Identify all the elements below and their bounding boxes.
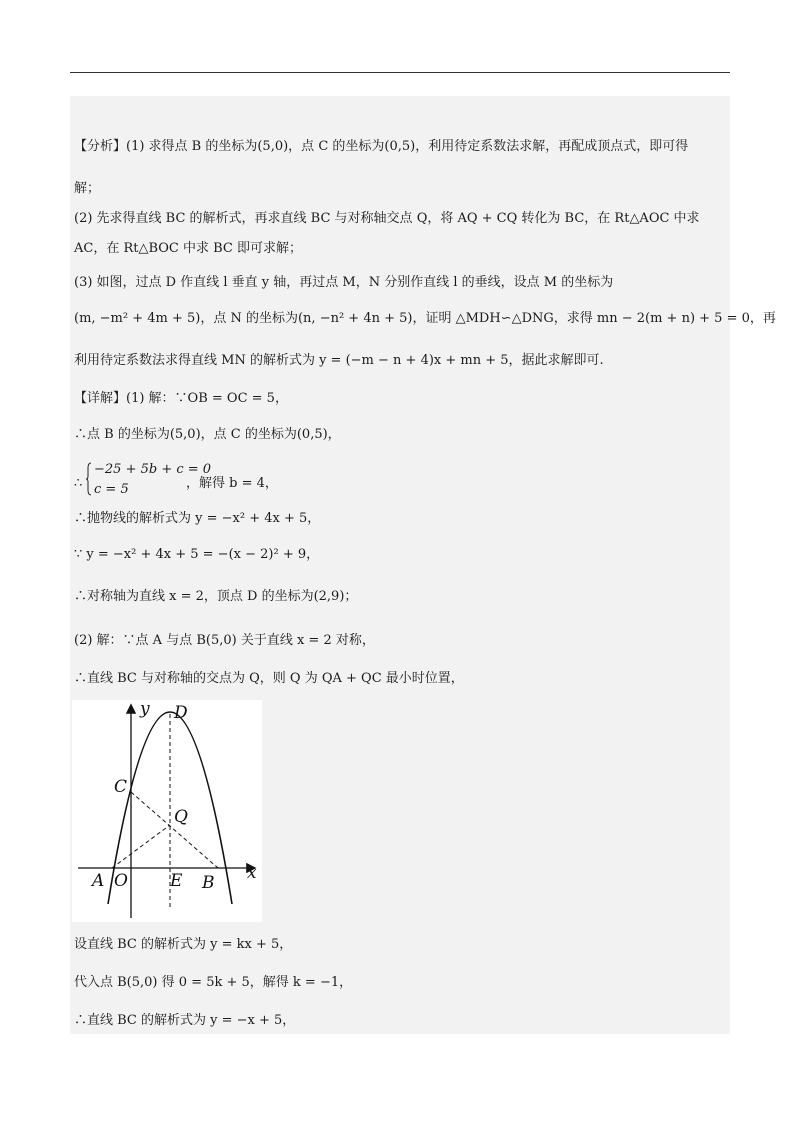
- axis-and-vertex: ∴对称轴为直线 x = 2，顶点 D 的坐标为(2,9)；: [74, 589, 358, 604]
- detail-part1-start: 【详解】(1) 解：∵OB = OC = 5，: [74, 391, 288, 406]
- detail-part2-q: ∴直线 BC 与对称轴的交点为 Q，则 Q 为 QA + QC 最小时位置，: [74, 671, 464, 686]
- line-bc-assumption: 设直线 BC 的解析式为 y = kx + 5，: [74, 937, 293, 952]
- label-c: C: [114, 777, 128, 797]
- label-a: A: [92, 871, 105, 891]
- line-bc-result: ∴直线 BC 的解析式为 y = −x + 5，: [74, 1013, 296, 1028]
- solve-k: 代入点 B(5,0) 得 0 = 5k + 5，解得 k = −1，: [74, 975, 353, 990]
- analysis-part3-end: 利用待定系数法求得直线 MN 的解析式为 y = (−m − n + 4)x + mn + 5，据此求解即可.: [74, 353, 604, 368]
- segment-cb: [131, 792, 218, 868]
- analysis-part3-cont: (m, −m² + 4m + 5)，点 N 的坐标为(n, −n² + 4n + 5)，证明 △MDH∽△DNG，求得 mn − 2(m + n) + 5 = 0，再: [74, 311, 776, 326]
- label-e: E: [170, 871, 183, 891]
- analysis-part2: (2) 先求得直线 BC 的解析式，再求直线 BC 与对称轴交点 Q，将 AQ + CQ 转化为 BC，在 Rt△AOC 中求: [74, 211, 700, 226]
- detail-point-coords: ∴点 B 的坐标为(5,0)，点 C 的坐标为(0,5)，: [74, 427, 341, 442]
- label-q: Q: [174, 807, 188, 827]
- parabola-diagram: [72, 700, 262, 922]
- analysis-part2-cont: AC，在 Rt△BOC 中求 BC 即可求解；: [74, 241, 303, 256]
- left-brace: [86, 462, 92, 496]
- label-y: y: [140, 700, 150, 719]
- analysis-part1: 【分析】(1) 求得点 B 的坐标为(5,0)，点 C 的坐标为(0,5)，利用待定系数法求解，再配成顶点式，即可得: [74, 139, 689, 154]
- analysis-part1-cont: 解；: [74, 181, 101, 196]
- detail-part2-start: (2) 解：∵点 A 与点 B(5,0) 关于直线 x = 2 对称，: [74, 633, 375, 648]
- parabola-figure: [72, 700, 262, 922]
- label-b: B: [202, 873, 215, 893]
- header-rule: [70, 72, 730, 73]
- therefore-symbol: ∴: [74, 476, 83, 491]
- parabola-expression: ∴抛物线的解析式为 y = −x² + 4x + 5，: [74, 511, 321, 526]
- vertex-form: ∵ y = −x² + 4x + 5 = −(x − 2)² + 9，: [74, 547, 320, 562]
- system-equation-1: −25 + 5b + c = 0: [94, 462, 212, 477]
- label-d: D: [174, 703, 188, 723]
- analysis-part3: (3) 如图，过点 D 作直线 l 垂直 y 轴，再过点 M，N 分别作直线 l 的垂线，设点 M 的坐标为: [74, 275, 614, 290]
- label-x: x: [247, 863, 257, 883]
- system-result: ，解得 b = 4，: [186, 476, 278, 491]
- system-equation-2: c = 5: [94, 482, 129, 497]
- equation-system: [74, 462, 278, 502]
- label-o: O: [114, 871, 128, 891]
